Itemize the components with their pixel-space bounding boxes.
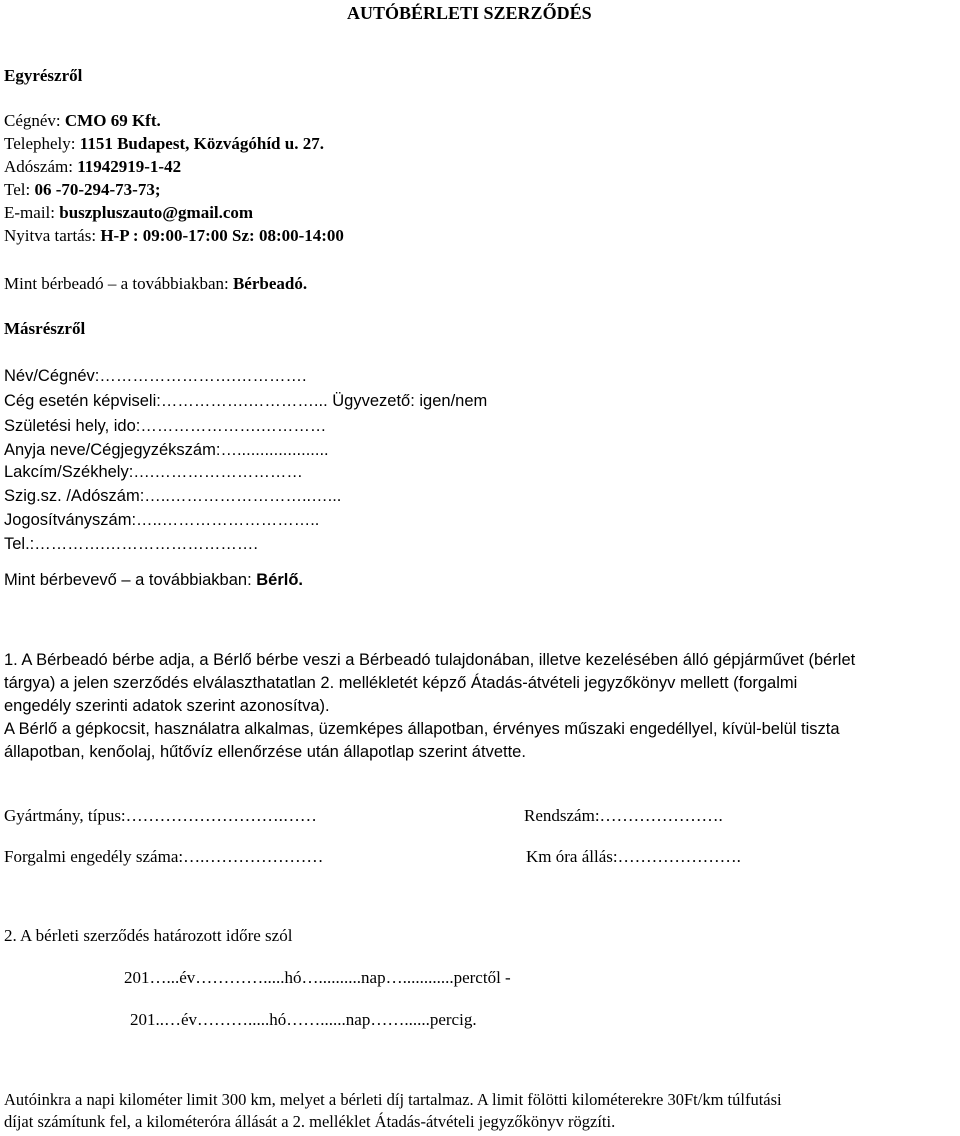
section1-line-2: tárgya) a jelen szerződés elválaszthatatlan 2. mellékletét képző Átadás-átvételi jegyzőkönyv mellett (forgalmi bbox=[4, 674, 798, 692]
mother-name-field: Anyja neve/Cégjegyzékszám:….................... bbox=[4, 441, 329, 459]
tax-number-row bbox=[4, 157, 181, 177]
lessee-role-prefix: Mint bérbevevő – a továbbiakban: bbox=[4, 571, 257, 589]
email-label: E-mail: bbox=[4, 203, 60, 222]
lessor-role bbox=[4, 274, 307, 294]
email-value: buszpluszauto@gmail.com bbox=[59, 203, 254, 222]
representative-field: Cég esetén képviseli:…………….…………... Ügyvezető: igen/nem bbox=[4, 392, 488, 410]
make-type-field: Gyártmány, típus:……………………….…… bbox=[4, 806, 322, 825]
footer-line-2: díjat számítunk fel, a kilométeróra állását a 2. melléklet Átadás-átvételi jegyzőkönyv rögzíti. bbox=[4, 1112, 616, 1131]
section1-line-4: A Bérlő a gépkocsit, használatra alkalmas, üzemképes állapotban, érvényes műszaki engedéllyel, kívül-belül tiszta bbox=[4, 720, 840, 738]
site-value: 1151 Budapest, Közvágóhíd u. 27. bbox=[79, 134, 324, 153]
company-name-value: CMO 69 Kft. bbox=[64, 111, 161, 130]
tax-number-value: 11942919-1-42 bbox=[77, 157, 182, 176]
address-field: Lakcím/Székhely:….……………………… bbox=[4, 463, 303, 481]
company-name-label: Cégnév: bbox=[4, 111, 65, 130]
section1-line-5: állapotban, kenőolaj, hűtővíz ellenőrzése után állapotlap szerint átvette. bbox=[4, 743, 526, 761]
lessee-role-name: Bérlő. bbox=[256, 571, 304, 589]
party2-heading: Másrészről bbox=[4, 319, 86, 338]
phone-value: 06 -70-294-73-73; bbox=[34, 180, 161, 199]
phone-row bbox=[4, 180, 161, 200]
rental-start-field: 201…...év………….....hó…..........nap…............perctől - bbox=[124, 968, 511, 987]
party1-heading: Egyrészről bbox=[4, 66, 83, 85]
lessor-role-name: Bérbeadó. bbox=[232, 274, 308, 293]
birthplace-field: Születési hely, ido:………………….………… bbox=[4, 417, 327, 435]
email-row bbox=[4, 203, 253, 223]
opening-hours-row bbox=[4, 226, 344, 246]
name-field: Név/Cégnév:…………………….…………. bbox=[4, 367, 307, 385]
site-row bbox=[4, 134, 324, 154]
section1-line-3: engedély szerinti adatok szerint azonosítva). bbox=[4, 697, 330, 715]
license-number-field: Jogosítványszám:…..……………………….. bbox=[4, 511, 320, 529]
odometer-field: Km óra állás:…………………. bbox=[526, 847, 741, 866]
opening-hours-label: Nyitva tartás: bbox=[4, 226, 101, 245]
phone-label: Tel: bbox=[4, 180, 35, 199]
footer-line-1: Autóinkra a napi kilométer limit 300 km, melyet a bérleti díj tartalmaz. A limit fölötti kilométerekre 30Ft/km túlfutási bbox=[4, 1090, 782, 1109]
company-name-row bbox=[4, 111, 161, 131]
section2-heading: 2. A bérleti szerződés határozott időre szól bbox=[4, 926, 293, 945]
id-number-field: Szig.sz. /Adószám:…..……………………..…... bbox=[4, 487, 342, 505]
registration-field: Forgalmi engedély száma:….………………… bbox=[4, 847, 328, 866]
lessee-role bbox=[4, 570, 303, 590]
plate-field: Rendszám:…………………. bbox=[524, 806, 723, 825]
site-label: Telephely: bbox=[4, 134, 80, 153]
section1-line-1: 1. A Bérbeadó bérbe adja, a Bérlő bérbe veszi a Bérbeadó tulajdonában, illetve kezelésében álló gépjárművet (bérlet bbox=[4, 651, 856, 669]
lessor-role-prefix: Mint bérbeadó – a továbbiakban: bbox=[4, 274, 233, 293]
tenant-phone-field: Tel.:………….………………………. bbox=[4, 535, 258, 553]
rental-end-field: 201..…év……….....hó……......nap……......percig. bbox=[130, 1010, 477, 1029]
tax-number-label: Adószám: bbox=[4, 157, 78, 176]
opening-hours-value: H-P : 09:00-17:00 Sz: 08:00-14:00 bbox=[100, 226, 344, 245]
document-title: AUTÓBÉRLETI SZERZŐDÉS bbox=[347, 3, 592, 23]
